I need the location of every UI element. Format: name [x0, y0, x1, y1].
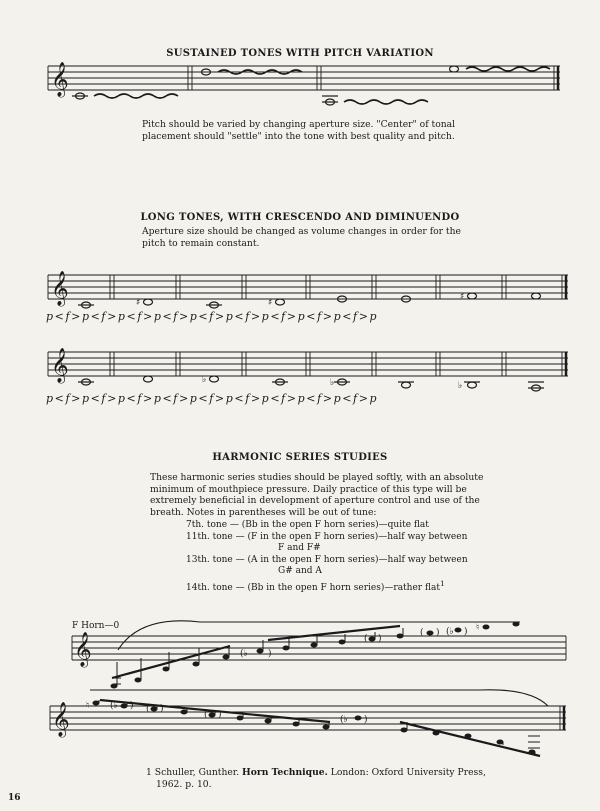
- section-title-harmonic: HARMONIC SERIES STUDIES: [212, 452, 388, 463]
- svg-text:♭: ♭: [458, 381, 463, 391]
- svg-text:): ): [130, 701, 134, 711]
- svg-text:): ): [436, 628, 440, 638]
- tone-item: F and F#: [278, 543, 321, 553]
- svg-text:(♭: (♭: [446, 627, 454, 637]
- svg-text:): ): [364, 715, 368, 725]
- svg-text:♭: ♭: [202, 375, 207, 385]
- tone-item: 11th. tone — (F in the open F horn series)—half way between: [186, 531, 468, 542]
- svg-text:(: (: [204, 710, 208, 720]
- svg-text:): ): [268, 649, 272, 659]
- dynamics-row-1: p<f>p<f>p<f>p<f>p<f>p<f>p<f>p<f>p<f>p: [46, 310, 379, 323]
- svg-text:♭: ♭: [330, 378, 335, 388]
- horn-label: F Horn—0: [72, 621, 120, 631]
- dynamics-row-2: p<f>p<f>p<f>p<f>p<f>p<f>p<f>p<f>p<f>p: [46, 392, 379, 405]
- tone-item: 14th. tone — (Bb in the open F horn series)—rather flat$^1$: [186, 578, 445, 593]
- footnote-mark: 1: [439, 578, 445, 588]
- section3-intro: These harmonic series studies should be played softly, with an absolute minimum of mouthpiece pressure. Daily practice of this type will be extremely beneficial in development of aperture control and use of the breath. Notes in parentheses will be out of tune:: [150, 472, 484, 518]
- svg-text:): ): [218, 710, 222, 720]
- footnote: 1 Schuller, Gunther. Horn Technique. London: Oxford University Press, 1962. p. 10.: [146, 767, 486, 790]
- staff-harmonic-2: [50, 690, 566, 756]
- section2-text: Aperture size should be changed as volume changes in order for the pitch to remain constant.: [142, 226, 461, 249]
- svg-text:(: (: [364, 634, 368, 644]
- treble-clef-icon: 𝄞: [51, 348, 69, 383]
- svg-text:♯: ♯: [136, 298, 141, 308]
- treble-clef-icon: 𝄞: [51, 271, 69, 306]
- svg-text:(♭: (♭: [240, 649, 248, 659]
- staff-sustained-tones: [48, 66, 560, 90]
- section-title-long-tones: LONG TONES, WITH CRESCENDO AND DIMINUENDO: [140, 212, 460, 223]
- svg-text:♮: ♮: [476, 623, 480, 633]
- treble-clef-icon: 𝄞: [52, 702, 70, 737]
- svg-text:): ): [464, 627, 468, 637]
- svg-text:(♭: (♭: [340, 715, 348, 725]
- svg-text:♯: ♯: [268, 298, 273, 308]
- staff-long-tones-1: [48, 275, 568, 299]
- svg-text:♯: ♯: [460, 292, 465, 302]
- svg-text:(: (: [146, 704, 150, 714]
- tone-item: 13th. tone — (A in the open F horn series)—half way between: [186, 554, 468, 565]
- staff-long-tones-2: [48, 352, 568, 376]
- svg-text:): ): [378, 634, 382, 644]
- tone-item: 7th. tone — (Bb in the open F horn series)—quite flat: [186, 520, 429, 530]
- treble-clef-icon: 𝄞: [51, 62, 69, 97]
- treble-clef-icon: 𝄞: [74, 632, 92, 667]
- section1-text: Pitch should be varied by changing aperture size. "Center" of tonal placement should "settle" into the tone with best quality and pitch.: [142, 119, 456, 142]
- svg-text:): ): [160, 704, 164, 714]
- svg-text:(♭: (♭: [110, 701, 118, 711]
- svg-text:(: (: [420, 628, 424, 638]
- tone-item: G# and A: [278, 566, 322, 576]
- page-number: 16: [8, 793, 21, 803]
- staff-harmonic-1: [72, 621, 566, 678]
- section-title-sustained-tones: SUSTAINED TONES WITH PITCH VARIATION: [166, 48, 434, 59]
- tone-list: [186, 520, 486, 594]
- svg-text:♮: ♮: [86, 701, 90, 711]
